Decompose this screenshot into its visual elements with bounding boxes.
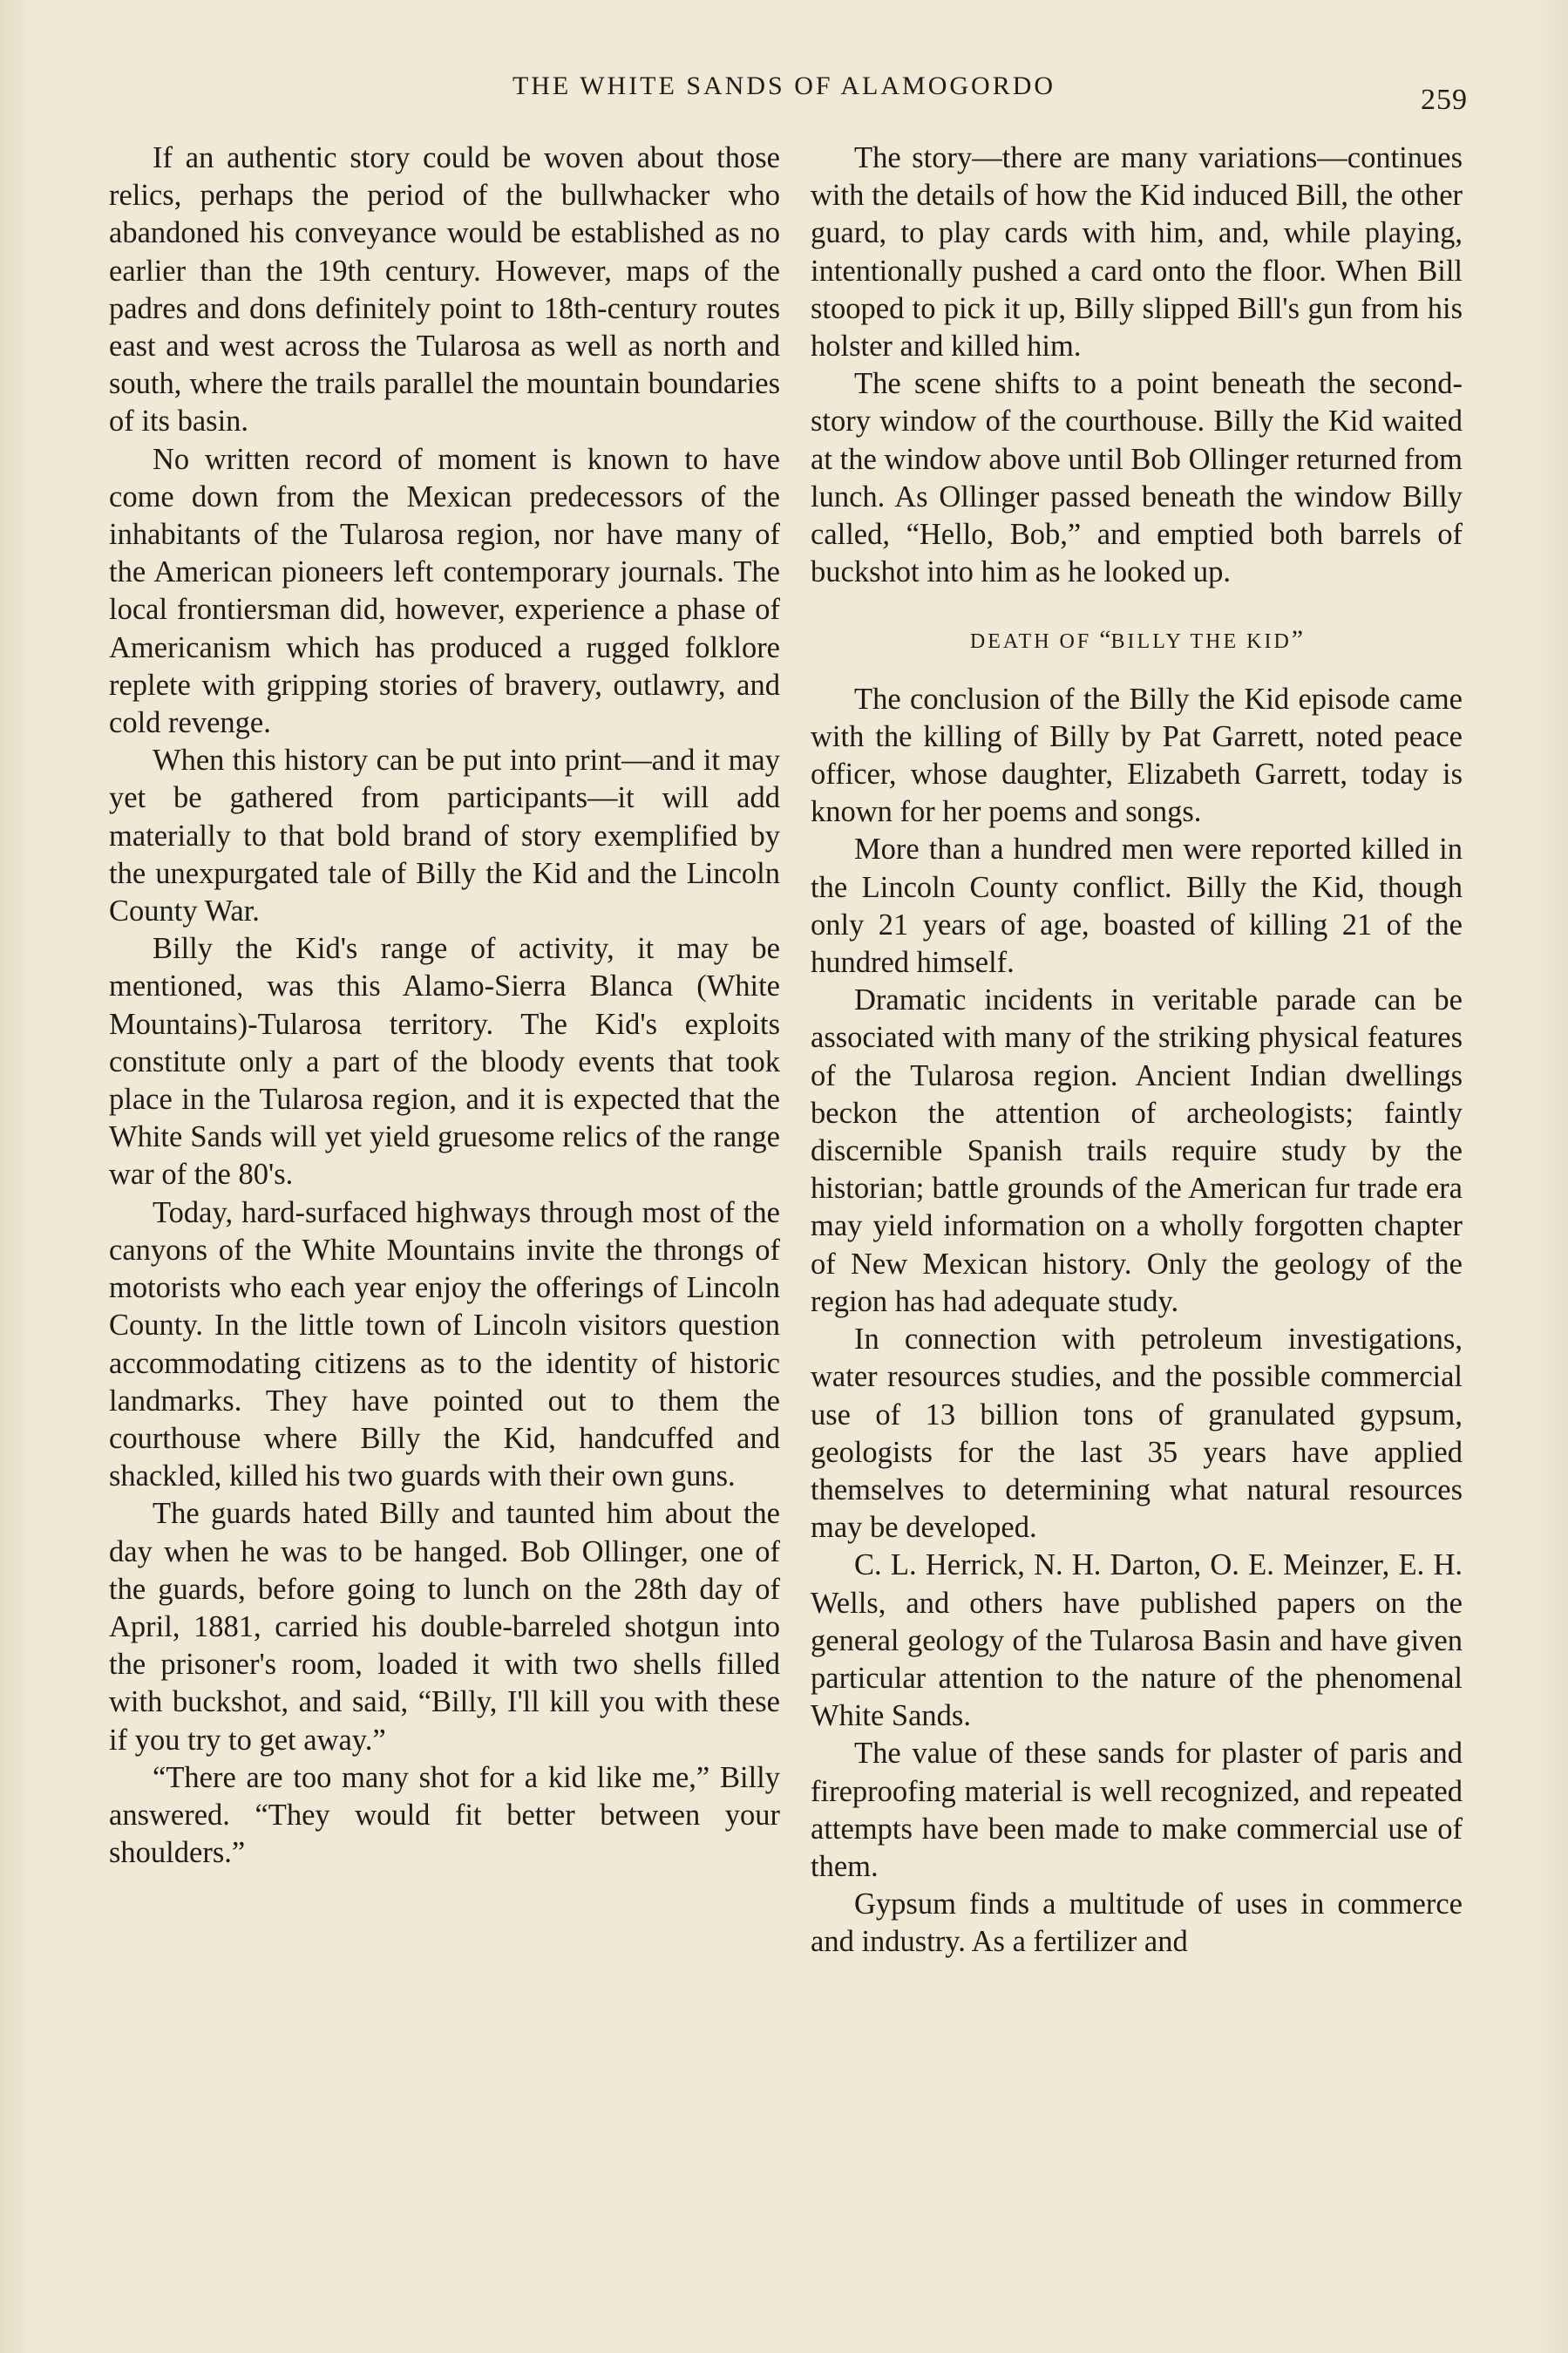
- body-paragraph: The scene shifts to a point beneath the second-story window of the courthouse. Billy the Kid waited at the window above until Bob Ollinger returned from lunch. As Ollinger passed beneath the window Billy called, “Hello, Bob,” and emptied both barrels of buckshot into him as he looked up.: [811, 367, 1463, 589]
- body-paragraph: Today, hard-surfaced highways through most of the canyons of the White Mountains invite the throngs of motorists who each year enjoy the offerings of Lincoln County. In the little town of Lincoln visitors question accommodating citizens as to the identity of historic landmarks. They have pointed out to them the courthouse where Billy the Kid, handcuffed and shackled, killed his two guards with their own guns.: [109, 1195, 780, 1493]
- section-heading: DEATH OF “BILLY THE KID”: [969, 625, 1304, 655]
- body-paragraph: Gypsum finds a multitude of uses in commerce and industry. As a fertilizer and: [811, 1887, 1463, 1959]
- body-paragraph: If an authentic story could be woven about those relics, perhaps the period of the bullwhacker who abandoned his conveyance would be established as no earlier than the 19th century. However, maps of the padres and dons definitely point to 18th-century routes east and west across the Tularosa as well as north and south, where the trails parallel the mountain boundaries of its basin.: [109, 141, 780, 439]
- body-paragraph: C. L. Herrick, N. H. Darton, O. E. Meinzer, E. H. Wells, and others have published papers on the general geology of the Tularosa Basin and have given particular attention to the nature of the phenomenal White Sands.: [811, 1548, 1463, 1733]
- body-paragraph: The conclusion of the Billy the Kid episode came with the killing of Billy by Pat Garrett, noted peace officer, whose daughter, Elizabeth Garrett, today is known for her poems and songs.: [811, 682, 1463, 829]
- body-paragraph: The guards hated Billy and taunted him about the day when he was to be hanged. Bob Ollinger, one of the guards, before going to lunch on the 28th day of April, 1881, carried his double-barreled shotgun into the prisoner's room, loaded it with two shells filled with buckshot, and said, “Billy, I'll kill you with these if you try to get away.”: [109, 1497, 780, 1757]
- section-heading-prefix: DEATH OF: [969, 630, 1092, 654]
- right-column: [811, 139, 1463, 1962]
- body-paragraph: Billy the Kid's range of activity, it may be mentioned, was this Alamo-Sierra Blanca (White Mountains)-Tularosa territory. The Kid's exploits constitute only a part of the bloody events that took place in the Tularosa region, and it is expected that the White Sands will yet yield gruesome relics of the range war of the 80's.: [109, 932, 780, 1192]
- body-paragraph: The story—there are many variations—continues with the details of how the Kid induced Bill, the other guard, to play cards with him, and, while playing, intentionally pushed a card onto the floor. When Bill stooped to pick it up, Billy slipped Bill's gun from his holster and killed him.: [811, 141, 1463, 364]
- body-paragraph: In connection with petroleum investigations, water resources studies, and the possible commercial use of 13 billion tons of granulated gypsum, geologists for the last 35 years have applied themselves to determining what natural resources may be developed.: [811, 1323, 1463, 1545]
- running-head: THE WHITE SANDS OF ALAMOGORDO: [512, 71, 1056, 100]
- body-paragraph: No written record of moment is known to have come down from the Mexican predecessors of the inhabitants of the Tularosa region, nor have many of the American pioneers left contemporary journals. The local frontiersman did, however, experience a phase of Americanism which has produced a rugged folklore replete with gripping stories of bravery, outlawry, and cold revenge.: [109, 442, 780, 740]
- body-paragraph: “There are too many shot for a kid like me,” Billy answered. “They would fit better between your shoulders.”: [109, 1760, 780, 1870]
- body-paragraph: When this history can be put into print—and it may yet be gathered from participants—it will add materially to that bold brand of story exemplified by the unexpurgated tale of Billy the Kid and the Lincoln County War.: [109, 744, 780, 928]
- page-number: 259: [1421, 84, 1468, 116]
- body-paragraph: The value of these sands for plaster of paris and fireproofing material is well recognized, and repeated attempts have been made to make commercial use of them.: [811, 1737, 1463, 1883]
- section-heading-title: BILLY THE KID: [1110, 630, 1292, 654]
- body-paragraph: Dramatic incidents in veritable parade can be associated with many of the striking physical features of the Tularosa region. Ancient Indian dwellings beckon the attention of archeologists; faintly discernible Spanish trails require study by the historian; battle grounds of the American fur trade era may yield information on a wholly forgotten chapter of New Mexican history. Only the geology of the region has had adequate study.: [811, 983, 1463, 1318]
- left-column: [109, 139, 780, 1872]
- body-paragraph: More than a hundred men were reported killed in the Lincoln County conflict. Billy the Kid, though only 21 years of age, boasted of killing 21 of the hundred himself.: [811, 833, 1463, 980]
